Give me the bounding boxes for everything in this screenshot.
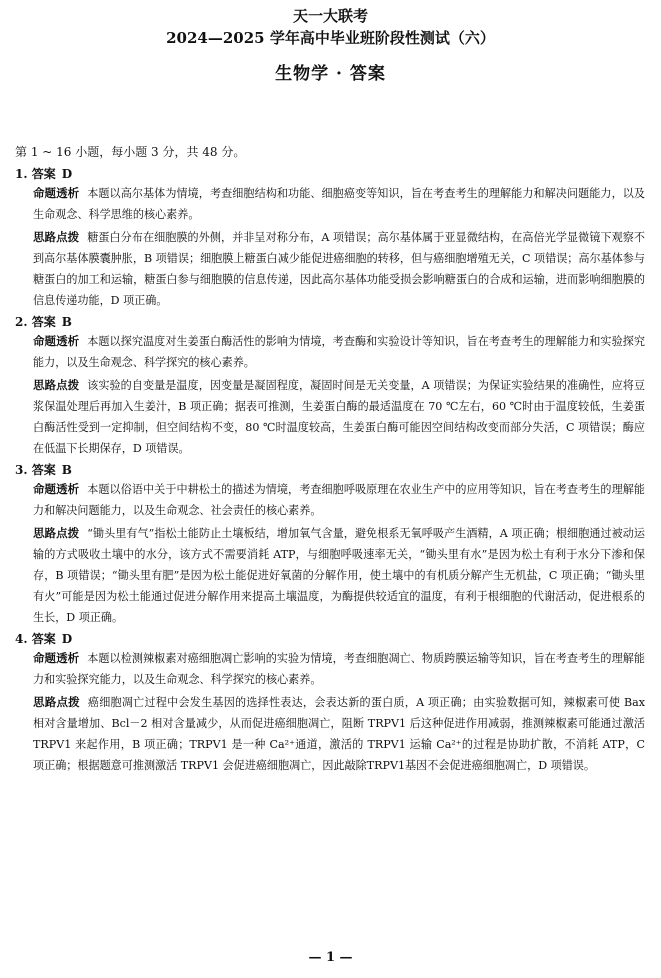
intent-paragraph bbox=[15, 331, 645, 373]
question-block-4 bbox=[15, 630, 645, 776]
intent-label: 命题透析 bbox=[33, 186, 80, 200]
hint-label: 思路点拨 bbox=[33, 526, 80, 540]
question-heading bbox=[15, 313, 645, 331]
hint-label: 思路点拨 bbox=[33, 230, 80, 244]
question-block-2 bbox=[15, 313, 645, 459]
question-heading bbox=[15, 461, 645, 479]
intent-text: 本题以俗语中关于中耕松土的描述为情境，考查细胞呼吸原理在农业生产中的应用等知识，旨在考查考生的理解能力和解决问题能力，以及生命观念、社会责任的核心素养。 bbox=[33, 483, 645, 517]
hint-text: 该实验的自变量是温度，因变量是凝固程度，凝固时间是无关变量，A 项错误；为保证实验结果的准确性，应将豆浆保温处理后再加入生姜汁，B 项正确；据表可推测，生姜蛋白酶的最适温度在 70 ℃左右，60 ℃时由于温度较低，生姜蛋白酶活性受到一定抑制，但空间结构不变，80 ℃时温度较高，生姜蛋白酶可能因空间结构改变而部分失活，C 项错误；酶应在低温下长期保存，D 项错误。 bbox=[33, 379, 645, 455]
question-block-3 bbox=[15, 461, 645, 628]
scoring-note: 第 1 ~ 16 小题，每小题 3 分，共 48 分。 bbox=[15, 145, 246, 159]
hint-text: “锄头里有气”指松土能防止土壤板结，增加氧气含量，避免根系无氧呼吸产生酒精，A 项正确；根细胞通过被动运输的方式吸收土壤中的水分，该方式不需要消耗 ATP，与细胞呼吸速率无关，“锄头里有水”是因为松土有利于水分下渗和保存，B 项错误；“锄头里有肥”是因为松土能促进好氧菌的分解作用，使土壤中的有机质分解产生无机盐，C 项正确；“锄头里有火”可能是因为松土能通过促进分解作用来提高土壤温度，为酶提供较适宜的温度，有利于根细胞的代谢活动，促进根系的生长，D 项正确。 bbox=[33, 527, 646, 624]
intent-paragraph bbox=[15, 479, 645, 521]
answer-letter: D bbox=[61, 632, 73, 646]
question-number: 3. 答案 bbox=[15, 463, 56, 477]
exam-org-title: 天一大联考 bbox=[292, 7, 368, 25]
hint-paragraph bbox=[15, 692, 645, 776]
answer-body bbox=[15, 143, 645, 778]
question-number: 4. 答案 bbox=[15, 632, 56, 646]
intent-text: 本题以探究温度对生姜蛋白酶活性的影响为情境，考查酶和实验设计等知识，旨在考查考生的理解能力和实验探究能力，以及生命观念、科学探究的核心素养。 bbox=[33, 335, 645, 369]
hint-paragraph bbox=[15, 227, 645, 311]
intent-text: 本题以高尔基体为情境，考查细胞结构和功能、细胞癌变等知识，旨在考查考生的理解能力和解决问题能力，以及生命观念、科学思维的核心素养。 bbox=[33, 187, 645, 221]
hint-paragraph bbox=[15, 375, 645, 459]
question-heading bbox=[15, 165, 645, 183]
question-heading bbox=[15, 630, 645, 648]
question-number: 1. 答案 bbox=[15, 167, 56, 181]
answer-letter: B bbox=[61, 463, 72, 477]
answer-letter: D bbox=[61, 167, 73, 181]
hint-text: 癌细胞凋亡过程中会发生基因的选择性表达，会表达新的蛋白质，A 项正确；由实验数据可知，辣椒素可使 Bax 相对含量增加、Bcl－2 相对含量减少，从而促进癌细胞凋亡，阻断 TRPV1 后这种促进作用减弱，推测辣椒素可能通过激活 TRPV1 来起作用，B 项正确；TRPV1 是一种 Ca²⁺通道，激活的 TRPV1 运输 Ca²⁺的过程是协助扩散，不消耗 ATP，C 项正确；根据题意可推测激活 TRPV1 会促进癌细胞凋亡，因此敲除TRPV1基因不会促进癌细胞凋亡，D 项错误。 bbox=[33, 696, 646, 772]
question-block-1 bbox=[15, 165, 645, 311]
hint-paragraph bbox=[15, 523, 645, 628]
exam-title: 2024—2025 学年高中毕业班阶段性测试（六） bbox=[166, 29, 495, 47]
page-number: — 1 — bbox=[308, 950, 353, 965]
subject-title: 生物学 · 答案 bbox=[275, 64, 386, 84]
hint-label: 思路点拨 bbox=[33, 378, 80, 392]
hint-label: 思路点拨 bbox=[33, 695, 80, 709]
answer-letter: B bbox=[61, 315, 72, 329]
intent-label: 命题透析 bbox=[33, 651, 80, 665]
intent-label: 命题透析 bbox=[33, 482, 80, 496]
intent-paragraph bbox=[15, 183, 645, 225]
intent-text: 本题以检测辣椒素对癌细胞凋亡影响的实验为情境，考查细胞凋亡、物质跨膜运输等知识，旨在考查考生的理解能力和实验探究能力，以及生命观念、科学探究的核心素养。 bbox=[33, 652, 645, 686]
question-number: 2. 答案 bbox=[15, 315, 56, 329]
intent-label: 命题透析 bbox=[33, 334, 80, 348]
hint-text: 糖蛋白分布在细胞膜的外侧，并非呈对称分布，A 项错误；高尔基体属于亚显微结构，在高倍光学显微镜下观察不到高尔基体膜囊肿胀，B 项错误；细胞膜上糖蛋白减少能促进癌细胞的转移，但与癌细胞增殖无关，C 项错误；高尔基体参与糖蛋白的加工和运输，糖蛋白参与细胞膜的信息传递，因此高尔基体功能受损会影响糖蛋白的合成和运输，进而影响细胞膜的信息传递功能，D 项正确。 bbox=[33, 231, 645, 307]
intent-paragraph bbox=[15, 648, 645, 690]
